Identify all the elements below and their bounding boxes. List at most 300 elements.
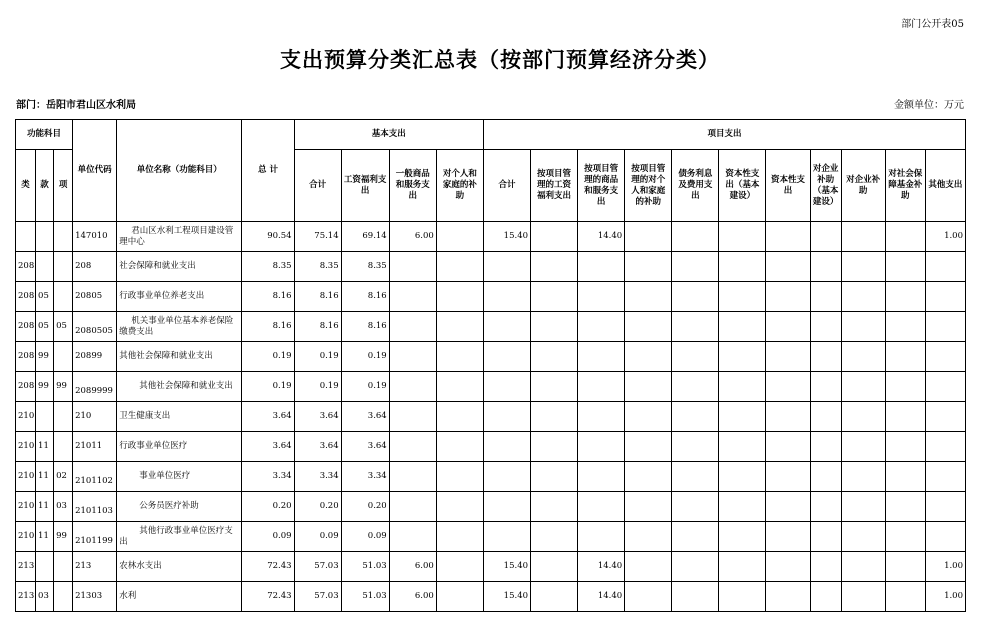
value-cell: [341, 312, 389, 342]
value-cell: [436, 582, 483, 612]
value-cell: [925, 582, 965, 612]
value-cell-text: 14.40: [597, 231, 623, 241]
xiang-cell: [54, 492, 73, 522]
col-header: 资本性支出: [766, 150, 810, 222]
value-cell: [294, 582, 341, 612]
lei-cell-text: 208: [18, 351, 35, 361]
unit-name-cell-text: 水利: [119, 591, 137, 601]
value-cell-text: 8.16: [319, 321, 339, 331]
total-cell-text: 3.34: [272, 471, 292, 481]
value-cell-text: 3.64: [367, 411, 387, 421]
value-cell-text: 14.40: [597, 591, 623, 601]
value-cell: [578, 372, 625, 402]
total-cell: [242, 582, 294, 612]
total-cell: [242, 372, 294, 402]
kuan-cell: [36, 372, 54, 402]
value-cell: [389, 222, 436, 252]
value-cell: [341, 342, 389, 372]
value-cell: [389, 252, 436, 282]
unit-name-cell-text: 事业单位医疗: [139, 471, 191, 481]
value-cell: [885, 372, 925, 402]
value-cell: [672, 282, 719, 312]
table-row: [16, 342, 966, 372]
lei-cell: [16, 492, 36, 522]
value-cell-text: 3.64: [319, 411, 339, 421]
value-cell: [436, 402, 483, 432]
total-cell: [242, 222, 294, 252]
unit-name-cell-text: 行政事业单位养老支出: [119, 291, 205, 301]
value-cell: [531, 282, 578, 312]
value-cell: [841, 222, 885, 252]
value-cell: [436, 222, 483, 252]
basic-expense-header: 基本支出: [294, 120, 483, 150]
value-cell-text: 6.00: [414, 561, 434, 571]
value-cell-text: 8.16: [319, 291, 339, 301]
value-cell-text: 0.19: [319, 351, 339, 361]
value-cell-text: 51.03: [362, 561, 387, 571]
unit-name-cell-text: 其他社会保障和就业支出: [139, 381, 233, 391]
total-header: 总 计: [242, 120, 294, 222]
value-cell: [483, 372, 530, 402]
value-cell: [810, 312, 841, 342]
value-cell: [625, 402, 672, 432]
value-cell: [885, 492, 925, 522]
lei-cell-text: 208: [18, 381, 35, 391]
value-cell: [578, 252, 625, 282]
value-cell: [925, 282, 965, 312]
table-row: [16, 552, 966, 582]
xiang-header: 项: [54, 150, 73, 222]
lei-cell-text: 213: [18, 591, 35, 601]
value-cell: [925, 462, 965, 492]
value-cell: [294, 312, 341, 342]
value-cell: [719, 282, 766, 312]
value-cell: [578, 282, 625, 312]
value-cell-text: 3.34: [367, 471, 387, 481]
value-cell: [531, 372, 578, 402]
value-cell: [719, 582, 766, 612]
value-cell: [389, 492, 436, 522]
value-cell: [841, 252, 885, 282]
value-cell-text: 8.16: [367, 291, 387, 301]
value-cell-text: 3.64: [319, 441, 339, 451]
value-cell: [925, 222, 965, 252]
value-cell: [625, 312, 672, 342]
value-cell-text: 0.20: [319, 501, 339, 511]
xiang-cell: [54, 372, 73, 402]
unit-code-cell: [73, 522, 117, 552]
value-cell: [483, 582, 530, 612]
value-cell: [841, 522, 885, 552]
unit-name-cell-text: 社会保障和就业支出: [119, 261, 196, 271]
value-cell: [810, 402, 841, 432]
value-cell-text: 14.40: [597, 561, 623, 571]
total-cell: [242, 462, 294, 492]
unit-code-cell-text: 2101199: [75, 536, 113, 546]
value-cell-text: 15.40: [503, 561, 529, 571]
value-cell: [389, 402, 436, 432]
unit-name-cell: [117, 582, 242, 612]
value-cell: [719, 372, 766, 402]
value-cell: [531, 522, 578, 552]
total-cell: [242, 522, 294, 552]
value-cell: [672, 372, 719, 402]
value-cell-text: 1.00: [944, 591, 963, 601]
col-header: 按项目管理的工资福利支出: [531, 150, 578, 222]
kuan-cell: [36, 462, 54, 492]
table-row: [16, 282, 966, 312]
total-cell: [242, 282, 294, 312]
value-cell-text: 0.19: [319, 381, 339, 391]
value-cell: [810, 342, 841, 372]
value-cell: [766, 582, 810, 612]
value-cell: [389, 462, 436, 492]
value-cell: [578, 462, 625, 492]
value-cell: [672, 582, 719, 612]
value-cell: [483, 462, 530, 492]
value-cell: [578, 402, 625, 432]
value-cell: [766, 312, 810, 342]
value-cell: [672, 492, 719, 522]
value-cell: [719, 552, 766, 582]
total-cell: [242, 312, 294, 342]
lei-cell-text: 210: [18, 471, 35, 481]
unit-name-cell-text: 其他社会保障和就业支出: [119, 351, 213, 361]
value-cell: [578, 432, 625, 462]
total-cell-text: 72.43: [267, 561, 292, 571]
unit-code-header: 单位代码: [73, 120, 117, 222]
unit-code-cell-text: 2101102: [75, 476, 113, 486]
value-cell: [531, 552, 578, 582]
total-cell-text: 90.54: [267, 231, 292, 241]
value-cell: [625, 342, 672, 372]
col-header: 对企业补助: [841, 150, 885, 222]
value-cell: [841, 552, 885, 582]
value-cell-text: 1.00: [944, 561, 963, 571]
value-cell: [672, 522, 719, 552]
kuan-cell: [36, 402, 54, 432]
value-cell-text: 3.34: [319, 471, 339, 481]
lei-cell: [16, 252, 36, 282]
unit-code-cell: [73, 402, 117, 432]
value-cell: [719, 342, 766, 372]
value-cell-text: 1.00: [944, 231, 963, 241]
value-cell: [672, 312, 719, 342]
value-cell: [925, 552, 965, 582]
unit-code-cell: [73, 222, 117, 252]
kuan-cell-text: 11: [38, 531, 49, 541]
total-cell-text: 3.64: [272, 411, 292, 421]
unit-name-cell: [117, 552, 242, 582]
lei-cell: [16, 312, 36, 342]
value-cell: [841, 582, 885, 612]
table-row: [16, 492, 966, 522]
kuan-cell: [36, 222, 54, 252]
department-label: 部门：岳阳市君山区水利局: [16, 100, 136, 111]
value-cell: [766, 372, 810, 402]
value-cell: [341, 372, 389, 402]
value-cell: [483, 552, 530, 582]
value-cell: [341, 582, 389, 612]
unit-name-cell: [117, 522, 242, 552]
unit-name-cell-text: 公务员医疗补助: [139, 501, 199, 511]
value-cell: [578, 582, 625, 612]
value-cell: [531, 582, 578, 612]
total-cell-text: 0.19: [272, 351, 292, 361]
unit-code-cell: [73, 492, 117, 522]
table-row: [16, 522, 966, 552]
value-cell: [578, 552, 625, 582]
table-row: [16, 402, 966, 432]
value-cell: [531, 222, 578, 252]
value-cell: [436, 522, 483, 552]
value-cell: [625, 492, 672, 522]
value-cell: [766, 252, 810, 282]
kuan-cell-text: 99: [38, 381, 49, 391]
xiang-cell-text: 03: [56, 501, 67, 511]
kuan-cell: [36, 552, 54, 582]
table-row: [16, 372, 966, 402]
value-cell: [672, 222, 719, 252]
unit-code-cell-text: 21011: [75, 441, 103, 451]
value-cell: [531, 432, 578, 462]
unit-name-cell-text: 卫生健康支出: [119, 411, 171, 421]
value-cell: [925, 492, 965, 522]
total-cell-text: 8.16: [272, 291, 292, 301]
xiang-cell: [54, 402, 73, 432]
value-cell: [885, 582, 925, 612]
value-cell: [389, 582, 436, 612]
value-cell: [483, 432, 530, 462]
kuan-header: 款: [36, 150, 54, 222]
kuan-cell-text: 03: [38, 591, 49, 601]
total-cell-text: 3.64: [272, 441, 292, 451]
value-cell: [625, 522, 672, 552]
unit-name-cell-text: 其他行政事业单位医疗支出: [119, 525, 233, 547]
unit-code-cell-text: 2080505: [75, 326, 113, 336]
value-cell-text: 3.64: [367, 441, 387, 451]
value-cell-text: 15.40: [503, 231, 529, 241]
lei-cell-text: 208: [18, 321, 35, 331]
total-cell: [242, 492, 294, 522]
value-cell: [531, 462, 578, 492]
value-cell: [436, 312, 483, 342]
kuan-cell: [36, 342, 54, 372]
total-cell-text: 0.19: [272, 381, 292, 391]
value-cell: [841, 342, 885, 372]
value-cell: [885, 312, 925, 342]
value-cell: [483, 252, 530, 282]
unit-name-cell: [117, 402, 242, 432]
table-number-note: 部门公开表05: [901, 19, 964, 30]
value-cell: [885, 552, 925, 582]
unit-name-cell: [117, 492, 242, 522]
value-cell: [766, 522, 810, 552]
value-cell: [625, 582, 672, 612]
value-cell: [885, 282, 925, 312]
value-cell: [841, 372, 885, 402]
xiang-cell: [54, 552, 73, 582]
lei-cell-text: 208: [18, 291, 35, 301]
value-cell: [436, 552, 483, 582]
table-row: [16, 252, 966, 282]
value-cell: [483, 222, 530, 252]
value-cell: [294, 432, 341, 462]
value-cell: [885, 522, 925, 552]
lei-cell: [16, 432, 36, 462]
value-cell: [625, 552, 672, 582]
value-cell: [841, 432, 885, 462]
value-cell: [885, 462, 925, 492]
value-cell: [841, 462, 885, 492]
xiang-cell: [54, 582, 73, 612]
value-cell: [578, 312, 625, 342]
unit-code-cell-text: 213: [75, 561, 92, 571]
value-cell: [925, 312, 965, 342]
value-cell: [389, 522, 436, 552]
value-cell: [389, 282, 436, 312]
value-cell-text: 0.20: [367, 501, 387, 511]
value-cell: [531, 252, 578, 282]
col-header: 合计: [483, 150, 530, 222]
lei-cell-text: 210: [18, 501, 35, 511]
table-body: [16, 222, 966, 612]
value-cell: [625, 372, 672, 402]
value-cell: [672, 402, 719, 432]
total-cell: [242, 252, 294, 282]
lei-cell-text: 213: [18, 561, 35, 571]
value-cell: [625, 222, 672, 252]
value-cell: [625, 252, 672, 282]
value-cell-text: 8.35: [319, 261, 339, 271]
col-header: 债务利息及费用支出: [672, 150, 719, 222]
lei-cell-text: 210: [18, 531, 35, 541]
xiang-cell-text: 05: [56, 321, 67, 331]
unit-name-header: 单位名称（功能科目）: [117, 120, 242, 222]
kuan-cell-text: 11: [38, 471, 49, 481]
lei-cell: [16, 552, 36, 582]
col-header: 对社会保障基金补助: [885, 150, 925, 222]
col-header: 对个人和家庭的补助: [436, 150, 483, 222]
value-cell: [625, 432, 672, 462]
value-cell: [766, 342, 810, 372]
value-cell: [294, 342, 341, 372]
total-cell-text: 0.20: [272, 501, 292, 511]
value-cell: [672, 342, 719, 372]
value-cell: [483, 312, 530, 342]
unit-name-cell-text: 行政事业单位医疗: [119, 441, 188, 451]
col-header: 一般商品和服务支出: [389, 150, 436, 222]
value-cell-text: 15.40: [503, 591, 529, 601]
col-header: 其他支出: [925, 150, 965, 222]
total-cell-text: 72.43: [267, 591, 292, 601]
value-cell: [483, 402, 530, 432]
value-cell: [389, 372, 436, 402]
value-cell: [294, 372, 341, 402]
value-cell: [341, 252, 389, 282]
value-cell: [294, 282, 341, 312]
unit-name-cell: [117, 252, 242, 282]
xiang-cell-text: 99: [56, 531, 67, 541]
value-cell-text: 51.03: [362, 591, 387, 601]
unit-code-cell: [73, 552, 117, 582]
unit-code-cell: [73, 342, 117, 372]
value-cell-text: 8.16: [367, 321, 387, 331]
value-cell: [578, 222, 625, 252]
value-cell: [341, 522, 389, 552]
value-cell: [436, 462, 483, 492]
unit-code-cell: [73, 462, 117, 492]
value-cell-text: 6.00: [414, 591, 434, 601]
value-cell: [885, 402, 925, 432]
value-cell: [925, 522, 965, 552]
total-cell: [242, 552, 294, 582]
lei-cell-text: 210: [18, 441, 35, 451]
value-cell: [719, 462, 766, 492]
unit-code-cell: [73, 372, 117, 402]
unit-name-cell: [117, 462, 242, 492]
col-header: 对企业补助（基本建设）: [810, 150, 841, 222]
col-header: 按项目管理的商品和服务支出: [578, 150, 625, 222]
amount-unit-label: 金额单位：万元: [894, 100, 964, 111]
value-cell: [341, 402, 389, 432]
value-cell: [719, 252, 766, 282]
unit-code-cell-text: 210: [75, 411, 92, 421]
value-cell: [766, 222, 810, 252]
kuan-cell: [36, 492, 54, 522]
table-row: [16, 432, 966, 462]
value-cell: [810, 522, 841, 552]
total-cell-text: 0.09: [272, 531, 292, 541]
value-cell: [483, 342, 530, 372]
value-cell: [810, 552, 841, 582]
value-cell: [625, 462, 672, 492]
value-cell: [925, 342, 965, 372]
value-cell-text: 69.14: [362, 231, 387, 241]
value-cell: [389, 432, 436, 462]
value-cell: [810, 582, 841, 612]
lei-cell: [16, 282, 36, 312]
unit-code-cell-text: 2089999: [75, 386, 113, 396]
value-cell: [531, 312, 578, 342]
table-row: [16, 582, 966, 612]
table-row: [16, 462, 966, 492]
value-cell: [672, 552, 719, 582]
xiang-cell: [54, 462, 73, 492]
col-header: 工资福利支出: [341, 150, 389, 222]
value-cell: [389, 552, 436, 582]
value-cell: [672, 432, 719, 462]
unit-code-cell-text: 208: [75, 261, 92, 271]
value-cell-text: 57.03: [314, 591, 339, 601]
value-cell: [766, 462, 810, 492]
lei-cell-text: 210: [18, 411, 35, 421]
kuan-cell-text: 05: [38, 291, 49, 301]
lei-cell: [16, 462, 36, 492]
kuan-cell: [36, 582, 54, 612]
value-cell: [925, 432, 965, 462]
xiang-cell: [54, 222, 73, 252]
value-cell-text: 0.09: [367, 531, 387, 541]
value-cell: [810, 252, 841, 282]
value-cell: [294, 252, 341, 282]
unit-name-cell-text: 君山区水利工程项目建设管理中心: [119, 225, 234, 247]
value-cell: [294, 492, 341, 522]
unit-name-cell: [117, 282, 242, 312]
unit-name-cell: [117, 432, 242, 462]
unit-code-cell: [73, 432, 117, 462]
value-cell: [483, 282, 530, 312]
